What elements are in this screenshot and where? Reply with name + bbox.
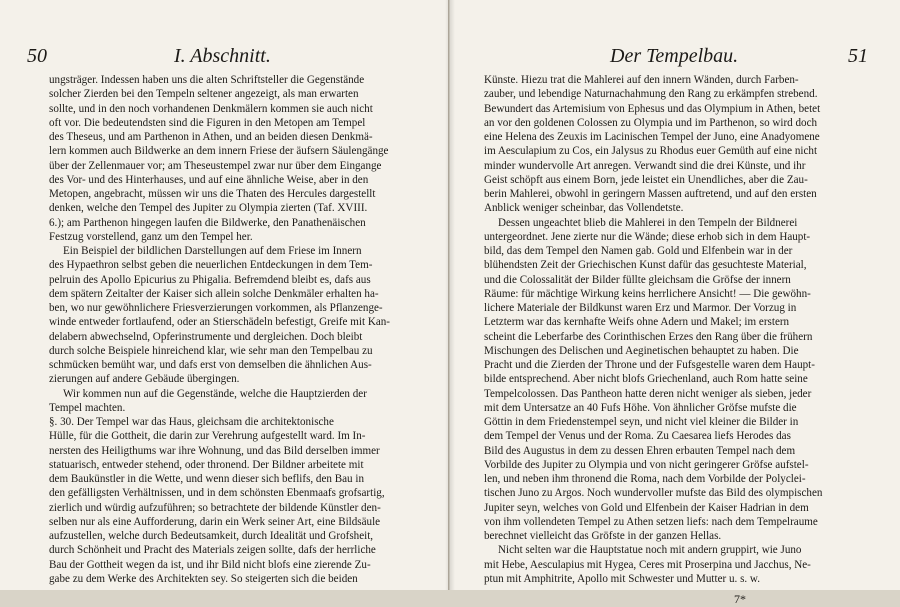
text-line: des Vor- und des Hinterhauses, und auf eine ähnliche Weise, aber in den: [49, 173, 369, 186]
text-line: berin Mahlerei, obwohl in geringern Massen auftretend, und auf den ersten: [484, 188, 817, 200]
text-line: len, und neben ihm thronend die Roma, nach dem Vorbilde der Polyclei-: [484, 473, 806, 485]
text-line: Geist schöpft aus einem Born, jede leistet ein Unendliches, aber die Zau-: [484, 173, 808, 186]
text-line: Göttin in dem Friedenstempel seyn, und nicht viel kleiner die Bilder in: [484, 416, 799, 428]
text-line: ungsträger. Indessen haben uns die alten Schriftsteller die Gegenstände: [49, 74, 365, 86]
text-line: 6.); am Parthenon hingegen laufen die Bildwerke, den Panathenäischen: [49, 216, 366, 229]
text-line: Bewundert das Artemisium von Ephesus und das Olympium in Athen, betet: [484, 102, 821, 115]
text-line: sollte, und in den noch vorhandenen Denkmälern kommen sie auch nicht: [49, 102, 373, 115]
right-page: [450, 0, 900, 606]
text-line: ben, wo nur gewöhnlichere Friesverzierungen vorkommen, als Pflanzenge-: [49, 302, 383, 314]
text-line: Hülle, für die Gottheit, die darin zur Verehrung aufgestellt ward. Im In-: [49, 430, 366, 443]
text-line: Räume: für mächtige Wirkung keins herrlichere Ansicht! — Die gewöhn-: [484, 287, 811, 300]
text-line: scheint die Leberfarbe des Corinthischen Erzes den Rang über die frühern: [484, 330, 813, 343]
text-line: lern kommen auch Bildwerke an dem innern Friese der äufsern Säulengänge: [49, 145, 389, 158]
text-line: Ein Beispiel der bildlichen Darstellungen auf dem Friese im Innern: [63, 245, 362, 257]
text-line: Mischungen des Delischen und Aeginetischen behauptet zu haben. Die: [484, 344, 799, 357]
text-line: bilde entsprechend. Aber nicht blofs Griechenland, auch Rom hatte seine: [484, 373, 808, 386]
text-line: Dessen ungeachtet blieb die Mahlerei in den Tempeln der Bildnerei: [498, 216, 798, 229]
text-line: delabern abwechselnd, Opferinstrumente und dergleichen. Doch bleibt: [49, 330, 363, 343]
text-line: Anblick weniger scheinbar, das Vollendetste.: [484, 202, 684, 215]
text-line: lichere Materiale der Bildkunst waren Erz und Marmor. Der Vorzug in: [484, 302, 797, 314]
text-line: minder wundervolle Art anregen. Verwandt sind die drei Künste, und ihr: [484, 159, 806, 172]
text-line: mit Hebe, Aesculapius mit Hygea, Ceres mit Proserpina und Jacchus, Ne-: [484, 558, 811, 571]
text-line: gabe zu dem Werke des Architekten sey. So steigerten sich die beiden: [49, 572, 358, 585]
text-line: Metopen, angebracht, müssen wir uns die Thaten des Hercules dargestellt: [49, 188, 376, 200]
text-line: pelruin des Apollo Epicurius zu Phigalia. Befremdend bleibt es, dafs aus: [49, 273, 371, 286]
left-body-text: [49, 73, 434, 586]
text-line: oft vor. Die bedeutendsten sind die Figuren in den Metopen am Tempel: [49, 116, 366, 129]
text-line: im Aesculapium zu Cos, ein Jalysus zu Rhodus euer Gemüth auf eine nicht: [484, 145, 818, 158]
text-line: Tempelcolossen. Das Pantheon hatte deren nicht weniger als sieben, jeder: [484, 387, 812, 400]
text-line: Künste. Hiezu trat die Mahlerei auf den innern Wänden, durch Farben-: [484, 74, 799, 86]
left-running-head: I. Abschnitt.: [174, 45, 271, 67]
text-line: dem spätern Zeitalter der Kaiser sich allein solche Denkmäler erhalten ha-: [49, 287, 379, 300]
text-line: den gefälligsten Verhältnissen, und in dem schönsten Ebenmaafs grofsartig,: [49, 487, 385, 500]
text-line: statuarisch, entweder stehend, oder thronend. Der Bildner arbeitete mit: [49, 458, 364, 471]
text-line: von ihm vollendeten Tempel zu Athen setzen liefs: nach dem Tempelraume: [484, 515, 818, 528]
text-line: und die Colossalität der Bilder füllte gleichsam die Gröfse der innern: [484, 273, 791, 286]
text-line: zierlich und würdig aufzuführen; so betrachtete der bildende Künstler den-: [49, 501, 381, 514]
text-line: nersten des Heiligthums war ihre Wohnung, und das Bild derselben immer: [49, 444, 380, 457]
text-line: Vorbilde des Jupiter zu Olympia und von nicht geringerer Gröfse aufstel-: [484, 458, 809, 471]
text-line: bild, das dem Tempel den Namen gab. Gold und Elfenbein war in der: [484, 245, 793, 257]
text-line: des Theseus, und am Parthenon in Athen, und an beiden diesen Denkmä-: [49, 131, 373, 143]
text-line: Tempel machten.: [49, 401, 126, 414]
text-line: tischen Juno zu Argos. Noch wundervoller mufste das Bild des olympischen: [484, 487, 823, 500]
text-line: denken, welche den Tempel des Jupiter zu Olympia zierten (Taf. XVIII.: [49, 202, 368, 215]
text-line: selben nur als eine Aufforderung, darin ein Werk seiner Art, eine Bildsäule: [49, 515, 381, 528]
text-line: schmücken bemüht war, und dafs erst von demselben die ähnlichen Aus-: [49, 359, 372, 371]
text-line: untergeordnet. Jene zierte nur die Wände; diese erhob sich in dem Haupt-: [484, 230, 811, 243]
text-line: zauber, und lebendige Naturnachahmung den Rang zu erkämpfen strebend.: [484, 88, 818, 101]
text-line: durch solche Beispiele hinreichend klar, wie sehr man den Tempelbau zu: [49, 344, 373, 357]
text-line: Festzug vorstellend, ganz um den Tempel her.: [49, 230, 253, 243]
text-line: Letzterm war das kernhafte Weifs ohne Adern und Makel; im erstern: [484, 316, 790, 329]
text-line: dem Tempel der Venus und der Roma. Zu Caesarea liefs Herodes das: [484, 430, 791, 443]
right-page-number: 51: [848, 45, 868, 67]
text-line: winde entweder fortlaufend, oder an Stierschädeln befestigt, Greife mit Kan-: [49, 316, 391, 329]
left-page: [0, 0, 449, 590]
signature-mark: 7*: [734, 592, 746, 606]
text-line: solcher Zierden bei den Tempeln seltener angezeigt, als man erwarten: [49, 88, 359, 101]
text-line: aufzustellen, welche durch Bedeutsamkeit, durch Idealität und Grofsheit,: [49, 530, 374, 542]
text-line: berechnet vielleicht das Gröfste in der ganzen Hellas.: [484, 530, 722, 542]
text-line: zierungen auf andere Gebäude übergingen.: [49, 373, 240, 386]
text-line: ptun mit Amphitrite, Apollo mit Schwester und Mutter u. s. w.: [484, 572, 760, 585]
text-line: dem Baukünstler in die Wette, und wenn dieser sich beflifs, den Bau in: [49, 473, 365, 485]
text-line: §. 30. Der Tempel war das Haus, gleichsam die architektonische: [49, 416, 334, 428]
left-page-number: 50: [27, 45, 47, 67]
text-line: Pracht und die Zierden der Throne und der Fufsgestelle waren dem Haupt-: [484, 359, 815, 371]
right-body-text: [484, 73, 879, 586]
text-line: des Hypaethron selbst geben die neuerlichen Entdeckungen in dem Tem-: [49, 259, 373, 272]
text-line: Wir kommen nun auf die Gegenstände, welche die Hauptzierden der: [63, 387, 367, 400]
text-line: mit dem Untersatze an 40 Fufs Höhe. Von ähnlicher Gröfse mufste die: [484, 401, 797, 414]
text-line: Jupiter seyn, welches von Gold und Elfenbein der Kaiser Hadrian in dem: [484, 501, 809, 514]
text-line: über der Zellenmauer vor; am Theseustempel zwar nur über dem Eingange: [49, 159, 382, 172]
text-line: Bau der Gottheit wegen da ist, und ihr Bild nicht blofs eine zierende Zu-: [49, 558, 371, 571]
text-line: an vor den goldenen Colossen zu Olympia und im Parthenon, so wird doch: [484, 116, 818, 129]
text-line: durch Schönheit und Pracht des Materials zeigen sollte, dafs der herrliche: [49, 544, 376, 557]
text-line: Nicht selten war die Hauptstatue noch mit andern gruppirt, wie Juno: [498, 544, 802, 557]
book-gutter: [445, 0, 455, 590]
text-line: eine Helena des Zeuxis im Lacinischen Tempel der Juno, eine Anadyomene: [484, 131, 820, 143]
right-running-head: Der Tempelbau.: [610, 45, 739, 67]
text-line: blühendsten Zeit der Griechischen Kunst dafür das gesuchteste Material,: [484, 259, 807, 272]
text-line: Bild des Augustus in dem zu dessen Ehren erbauten Tempel nach dem: [484, 444, 796, 457]
